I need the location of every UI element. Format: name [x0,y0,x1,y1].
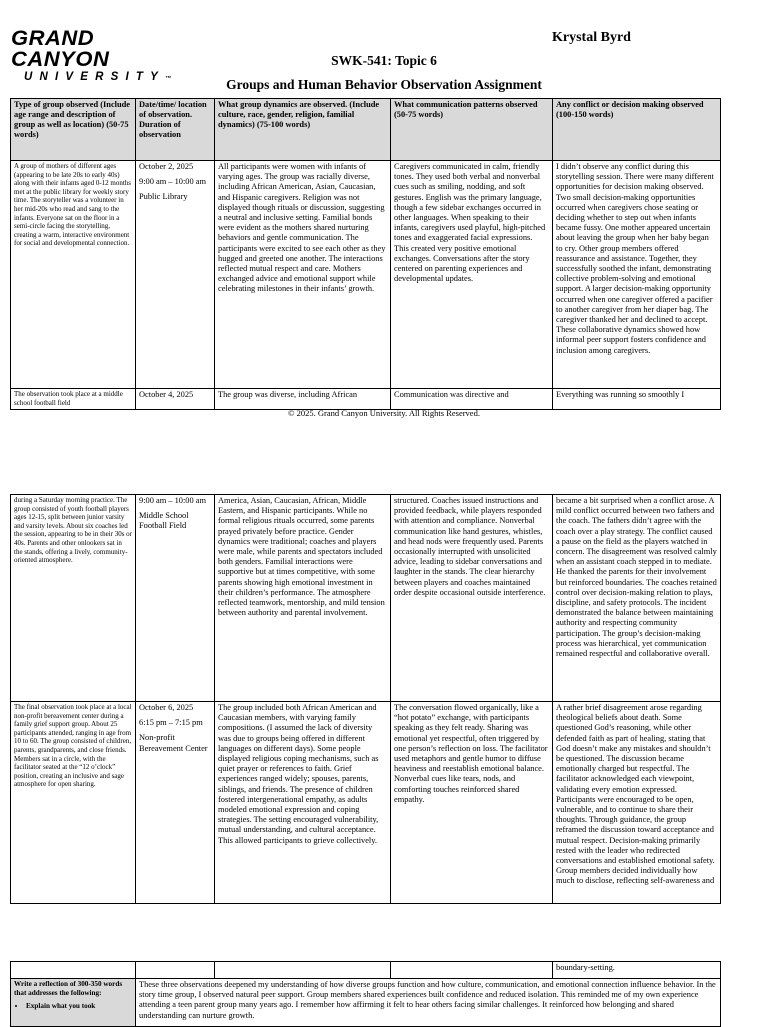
row1-dynamics: All participants were women with infants of varying ages. The group was racially diverse, including African American, Asian, Caucasian, and Hispanic caregivers. Religion was not displayed though rituals or discussion, suggesting a neutral and inclusive setting. Familial bonds were evident as the mothers shared nurturing behaviors and gentle communication. The participants were excited to see each other as they hugged and greeted one another. The interactions reflected mutual respect and care. Mothers exchanged advice and emotional support while celebrating milestones in their infants’ growth. [215,161,391,389]
row2-time: 9:00 am – 10:00 am [139,496,206,505]
table-row [11,702,721,904]
row3-cont-dynamics [215,962,391,979]
reflection-bullet: • Explain what you took [26,1002,132,1011]
row2-conflict-start: Everything was running so smoothly I [553,389,721,410]
row1-conflict: I didn’t observe any conflict during this storytelling session. There were many different opportunities for decision making observed. Two small decision-making opportunities occurred when caregivers chose seating or deciding whether to step out when infants became fussy. One mother appeared uncertain about leaving the group when her baby began to cry. Other group members offered reassurance and assistance. Together, they successfully soothed the infant, demonstrating collective problem-solving and emotional support. A larger decision-making opportunity occurred when one caregiver offered a pacifier to another caregiver from her diaper bag. The caregiver thanked her and declined to accept. These collaborative dynamics showed how informal peer support fosters confidence and inclusion among caregivers. [553,161,721,389]
row2-date-cell [136,495,215,702]
table-row [11,161,721,389]
row3-dynamics: The group included both African American and Caucasian members, with varying family compositions. (I assumed the lack of diversity was due to groups being offered in different languages on different days). Some people displayed religious coping mechanisms, such as quiet prayer or references to faith. Grief experiences ranged widely; spouses, parents, siblings, and friends. The presence of children fostered intergenerational empathy, as adults modeled emotional expression and coping strategies. The setting encouraged vulnerability, mutual understanding, and cultural acceptance. This allowed participants to grieve collectively. [215,702,391,904]
copyright-footer: © 2025. Grand Canyon University. All Rights Reserved. [288,408,480,418]
row3-conflict: A rather brief disagreement arose regarding theological beliefs about death. Some questioned God’s reasoning, while other defended faith as part of healing, stating that God doesn’t make any mistakes and shouldn’t be questioned. The discussion became emotionally charged but respectful. The facilitator acknowledged each viewpoint, validating every emotion expressed. Participants were encouraged to be open, vulnerable, and to continue to share their thoughts. Through guidance, the group reframed the discussion toward acceptance and mutual respect. Decision-making primarily rested with the leader who redirected conversations and established emotional safety. Group members decided individually how much to disclose, reflecting self-awareness and [553,702,721,904]
observation-table-page2 [10,494,721,904]
table-row [11,389,721,410]
row3-communication: The conversation flowed organically, like a “hot potato” exchange, with participants speaking as they felt ready. Sharing was emotional yet respectful, often triggered by one person’s reflection on loss. The facilitator used metaphors and gentle humor to diffuse heaviness and reestablish emotional balance. Nonverbal cues like tears, nods, and comforting touches reinforced shared empathy. [391,702,553,904]
row2-date: October 4, 2025 [136,389,215,410]
row2-communication-cont: structured. Coaches issued instructions and provided feedback, while players responded with attention and compliance. Nonverbal communication like hand gestures, whistles, and head nods were frequently used. Parents occasionally interrupted with unsolicited advice, leading to sidebar conversations and laughter in the stands. The clear hierarchy between players and coaches maintained order despite occasional outside interference. [391,495,553,702]
col-header-dynamics: What group dynamics are observed. (Include culture, race, gender, religion, familial dynamics) (75-100 words) [215,99,391,161]
row3-cont-type [11,962,136,979]
reflection-bullets [26,1002,132,1011]
row2-type-cont: during a Saturday morning practice. The group consisted of youth football players ages 12-15, split between junior varsity and varsity levels. About six coaches led the session, appearing to be in their 30s or 40s. Parents and other onlookers sat in the stands, offering a lively, community-oriented atmosphere. [11,495,136,702]
logo-line2: UNIVERSITY™ [24,71,172,83]
row3-date-cell [136,702,215,904]
row3-time: 6:15 pm – 7:15 pm [139,718,203,728]
row2-dynamics-start: The group was diverse, including African [215,389,391,410]
col-header-conflict: Any conflict or decision making observed (100-150 words) [553,99,721,161]
row2-communication-start: Communication was directive and [391,389,553,410]
logo-line1: GRAND CANYON [11,26,110,71]
row3-date: October 6, 2025 [139,703,194,712]
row3-conflict-cont: boundary-setting. [553,962,721,979]
table-header-row [11,99,721,161]
reflection-text: These three observations deepened my understanding of how diverse groups function and how culture, communication, and emotional connection influence behavior. In the story time group, I observed natural peer support. Group members shared experiences built confidence and reduced isolation. This reminded me of my own experience attending a teen parent group many years ago. I remember how affirming it felt to hear others facing similar challenges. It reinforced how belonging and shared understanding can nurture growth. [136,979,721,1027]
table-row [11,495,721,702]
col-header-communication: What communication patterns observed (50-75 words) [391,99,553,161]
row1-time: 9:00 am – 10:00 am [139,177,206,187]
row3-location: Non-profit Bereavement Center [139,733,208,753]
reflection-prompt-cell [11,979,136,1027]
reflection-prompt: Write a reflection of 300-350 words that addresses the following: [14,980,123,997]
row1-communication: Caregivers communicated in calm, friendly tones. They used both verbal and nonverbal cues such as smiling, nodding, and soft gestures. English was the primary language, though a few sidebar exchanges occurred in other languages. When speaking to their infants, caregivers used playful, high-pitched tones and exaggerated facial expressions. This created very positive emotional exchanges. Conversations after the story centered on parenting experiences and developmental updates. [391,161,553,389]
row3-cont-date [136,962,215,979]
row1-type: A group of mothers of different ages (appearing to be late 20s to early 40s) along with their infants aged 0-12 months met at the public library for weekly story time. The storyteller was a volunteer in her mid-20s who read and sang to the infants. Everyone sat on the floor in a semi-circle facing the storytelling, creating a warm, interactive environment for social and developmental connection. [11,161,136,389]
row2-conflict-cont: became a bit surprised when a conflict arose. A mild conflict occurred between two fathers and the coach. The fathers didn’t agree with the coach over a play strategy. The conflict caused a pause on the field as the players watched in concern. The disagreement was resolved calmly when an assistant coach stepped in to mediate. He thanked the parents for their involvement but reinforced boundaries. The coaches retained control over decision-making relation to plays, discipline, and safety protocols. The incident demonstrated the balance between maintaining authority and respecting community participation. The group’s decision-making process was hierarchical, yet communication remained respectful and collaborative overall. [553,495,721,702]
reflection-row [11,979,721,1027]
row2-dynamics-cont: America, Asian, Caucasian, African, Middle Eastern, and Hispanic participants. While no formal religious rituals occurred, some parents prayed privately before practice. Gender dynamics were traditional; coaches and players were male, while parents and spectators included both genders. Familial interactions were supportive but at times competitive, with some parents showing high emotional investment in their children’s performance. The atmosphere reflected teamwork, mentorship, and mild tension between authority and parental involvement. [215,495,391,702]
row1-location: Public Library [139,192,188,202]
row3-type: The final observation took place at a local non-profit bereavement center during a family grief support group. About 25 participants attended, ranging in age from 10 to 60. The group consisted of children, parents, grandparents, and close friends. Members sat in a circle, with the facilitator seated at the “12 o’clock” position, creating an inclusive and sage atmosphere for open sharing. [11,702,136,904]
row2-type-start: The observation took place at a middle school football field [11,389,136,410]
table-row [11,962,721,979]
col-header-date: Date/time/ location of observation. Duration of observation [136,99,215,161]
observation-table-page3 [10,961,721,1027]
author-name: Krystal Byrd [552,30,631,45]
col-header-type: Type of group observed (Include age range and description of group as well as location) (50-75 words) [11,99,136,161]
assignment-title: Groups and Human Behavior Observation Assignment [226,77,542,92]
row1-date-cell [136,161,215,389]
row3-cont-communication [391,962,553,979]
row1-date: October 2, 2025 [139,162,194,171]
row2-location: Middle School Football Field [139,511,189,531]
course-title: SWK-541: Topic 6 [331,53,437,68]
observation-table-page1 [10,98,721,410]
